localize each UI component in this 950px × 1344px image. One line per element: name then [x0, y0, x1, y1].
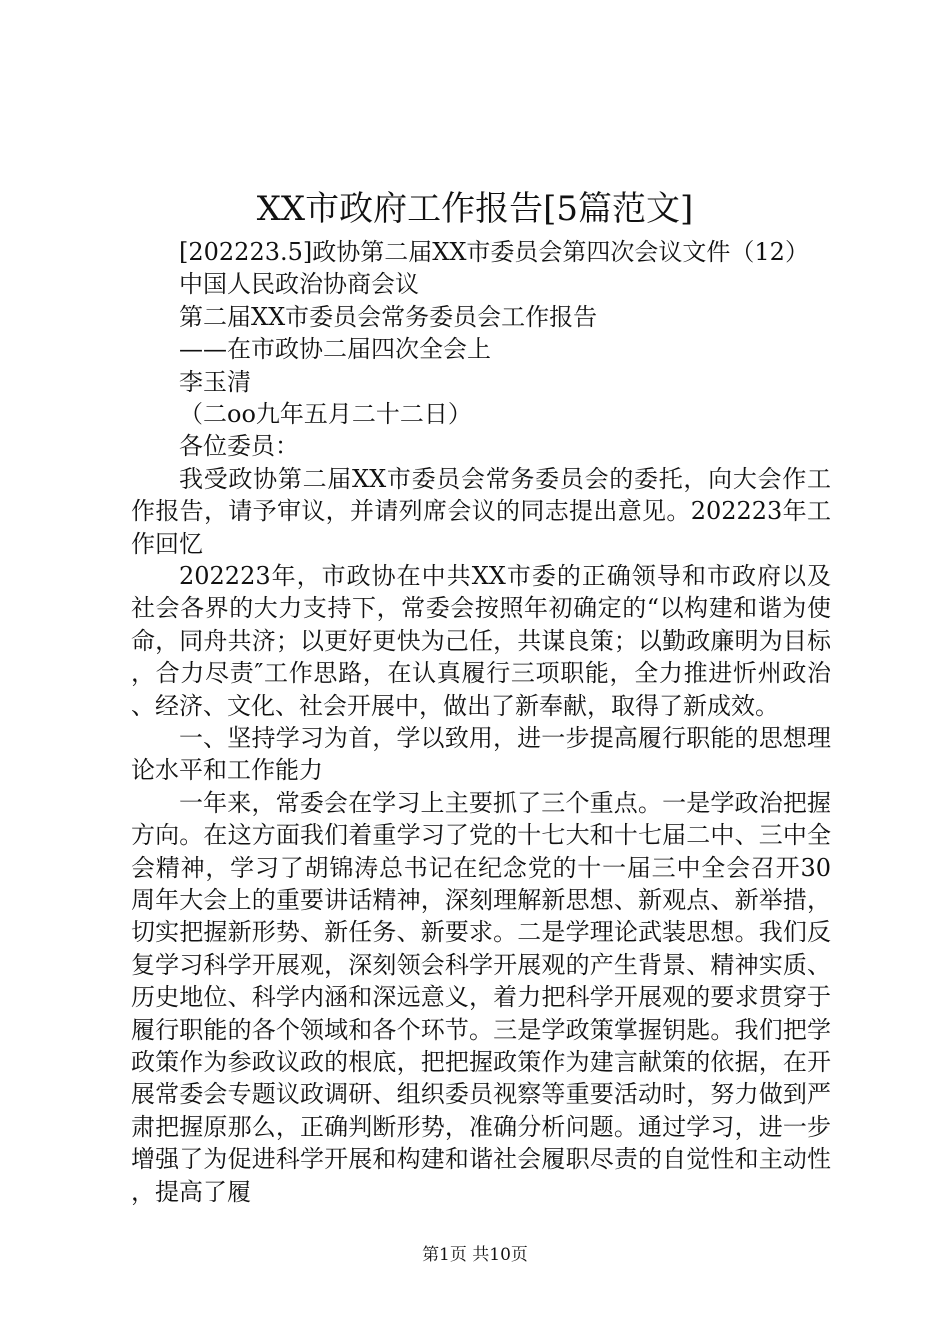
header-line-occasion: ——在市政协二届四次全会上 [179, 335, 491, 364]
header-line-report-title: 第二届XX市委员会常务委员会工作报告 [179, 302, 598, 331]
document-title: XX市政府工作报告[5篇范文] [256, 189, 694, 229]
header-line-file-number: [202223.5]政协第二届XX市委员会第四次会议文件（12） [179, 238, 809, 266]
paragraph-intro: 我受政协第二届XX市委员会常务委员会的委托，向大会作工作报告，请予审议，并请列席会议的同志提出意见。202223年工作回忆 [131, 464, 831, 558]
paragraph-section-heading: 一、坚持学习为首，学以致用，进一步提高履行职能的思想理论水平和工作能力 [131, 723, 831, 785]
paragraph-review: 202223年，市政协在中共XX市委的正确领导和市政府以及社会各界的大力支持下，常委会按照年初确定的“以构建和谐为使命，同舟共济；以更好更快为己任，共谋良策；以勤政廉明为目标，合力尽责″工作思路，在认真履行三项职能，全力推进忻州政治、经济、文化、社会开展中，做出了新奉献，取得了新成效。 [131, 561, 831, 720]
paragraph-study: 一年来，常委会在学习上主要抓了三个重点。一是学政治把握方向。在这方面我们着重学习了党的十七大和十七届二中、三中全会精神，学习了胡锦涛总书记在纪念党的十一届三中全会召开30周年大会上的重要讲话精神，深刻理解新思想、新观点、新举措，切实把握新形势、新任务、新要求。二是学理论武装思想。我们反复学习科学开展观，深刻领会科学开展观的产生背景、精神实质、历史地位、科学内涵和深远意义，着力把科学开展观的要求贯穿于履行职能的各个领域和各个环节。三是学政策掌握钥匙。我们把学政策作为参政议政的根底，把把握政策作为建言献策的依据，在开展常委会专题议政调研、组织委员视察等重要活动时，努力做到严肃把握原那么，正确判断形势，准确分析问题。通过学习，进一步增强了为促进科学开展和构建和谐社会履职尽责的自觉性和主动性，提高了履 [131, 788, 831, 1206]
document-body [131, 236, 831, 1208]
header-line-organization: 中国人民政治协商会议 [179, 270, 419, 299]
header-line-author: 李玉清 [179, 367, 251, 396]
header-line-salutation: 各位委员： [179, 432, 299, 461]
header-line-date: （二oo九年五月二十二日） [179, 399, 472, 428]
page-footer: 第1页 共10页 [422, 1245, 528, 1265]
